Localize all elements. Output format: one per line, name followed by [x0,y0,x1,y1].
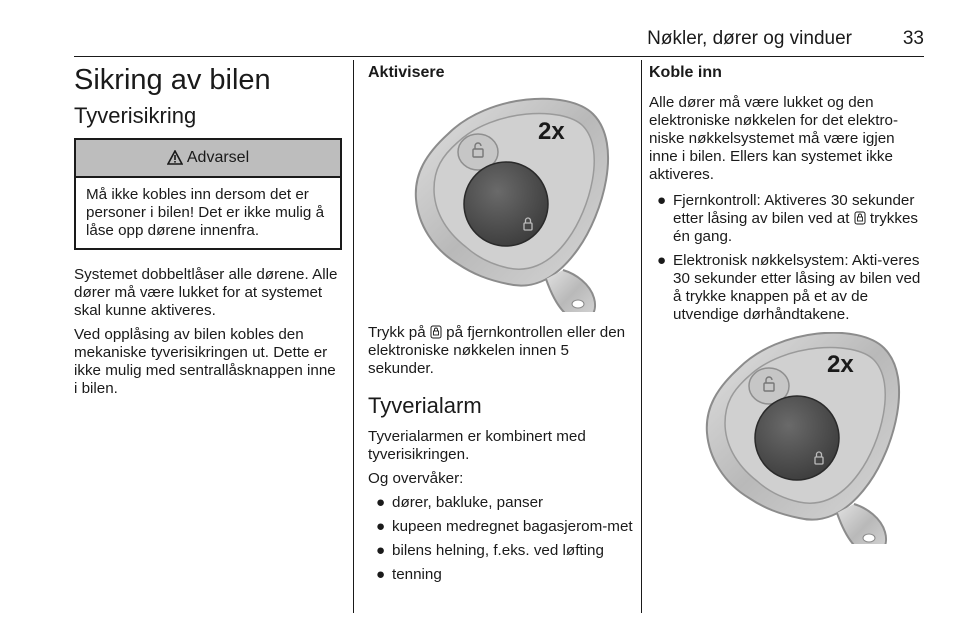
list-item-text: Fjernkontroll: Aktiveres 30 sekunder etter låsing av bilen ved at [673,192,915,227]
section-title: Sikring av bilen [74,64,271,96]
warning-body [76,178,340,248]
column-right [649,62,927,556]
header-title: Nøkler, dører og vinduer [647,28,852,49]
list-item-text: bilens helning, f.eks. ved løfting [392,542,604,559]
heading-engage: Koble inn [649,64,722,81]
lock-icon [854,211,866,225]
warning-triangle-icon [167,150,183,166]
bullet: ● [376,566,386,583]
subsection-title: Tyverisikring [74,103,197,128]
paragraph: Ved opplåsing av bilen kobles den mekaniske tyverisikringen ut. Dette er ikke mulig med sentrallåsknappen inne i bilen. [74,326,336,397]
header-rule [74,56,924,57]
paragraph [368,324,634,378]
section-heading-alarm: Tyverialarm [368,393,482,418]
warning-text: Må ikke kobles inn dersom det er personer i bilen! Det er ikke mulig å låse opp dørene innenfra. [86,186,325,239]
bullet: ● [657,252,667,269]
paragraph: Og overvåker: [368,470,464,487]
bullet: ● [657,192,667,209]
bullet: ● [376,494,386,511]
list-item [649,192,927,246]
monitor-list [368,494,634,584]
lock-icon [430,325,442,339]
text-part: Trykk på [368,324,426,341]
paragraph: Systemet dobbeltlåser alle dørene. Alle dører må være lukket for at systemet skal kunne aktiveres. [74,266,338,319]
list-item-text: kupeen medregnet bagasjerom-met [392,518,633,535]
list-item [368,518,634,536]
column-divider-2 [641,60,642,613]
list-item [368,542,634,560]
column-divider-1 [353,60,354,613]
key-fob-figure [368,94,630,312]
warning-title: Advarsel [186,149,250,166]
bullet: ● [376,542,386,559]
paragraph: Tyverialarmen er kombinert med tyverisikringen. [368,428,586,463]
key-fob-figure [649,332,921,544]
page-number: 33 [902,28,924,49]
warning-header [76,140,340,178]
list-item-text: tenning [392,566,442,583]
figure-label: 2x [827,351,854,378]
engage-list [649,192,927,324]
list-item-text: dører, bakluke, panser [392,494,544,511]
figure-label: 2x [538,118,565,145]
heading-activate: Aktivisere [368,64,445,81]
list-item-text: Elektronisk nøkkelsystem: Akti-veres 30 sekunder etter låsing av bilen ved å trykke knappen på et av de utvendige dørhåndtakene. [673,252,921,323]
list-item [649,252,927,324]
list-item [368,566,634,584]
page-header [74,26,924,56]
text-part: på fjernkontrollen eller den elektroniske nøkkelen innen 5 sekunder. [368,324,626,377]
warning-box [74,138,342,250]
column-middle [368,62,634,590]
paragraph: Alle dører må være lukket og den elektroniske nøkkelen for det elektro-niske nøkkelsystemet må være igjen inne i bilen. Ellers kan systemet ikke aktiveres. [649,94,899,183]
list-item-text: trykkes én gang. [673,210,919,245]
bullet: ● [376,518,386,535]
list-item [368,494,634,512]
column-left [74,62,342,404]
